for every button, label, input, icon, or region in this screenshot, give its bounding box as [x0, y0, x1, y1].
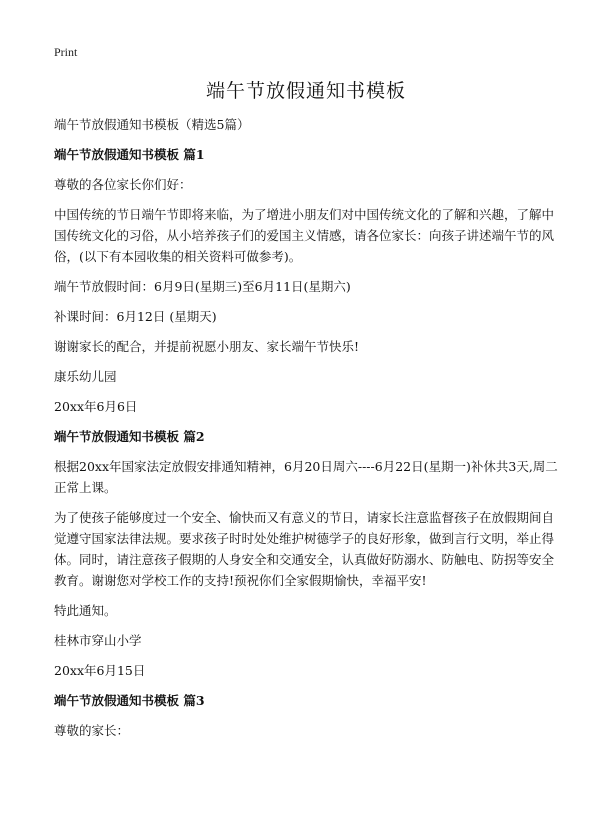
- document-subtitle: 端午节放假通知书模板（精选5篇）: [54, 117, 250, 132]
- section-1-heading: 端午节放假通知书模板 篇1: [54, 147, 205, 162]
- section-3-greeting: 尊敬的家长：: [54, 723, 130, 738]
- section-1-body: 中国传统的节日端午节即将来临，为了增进小朋友们对中国传统文化的了解和兴趣，了解中国传统文化的习俗，从小培养孩子们的爱国主义情感，请各位家长：向孩子讲述端午节的风俗，(以下有本园收集的相关资料可做参考)。: [54, 207, 555, 264]
- section-2-date: 20xx年6月15日: [54, 663, 146, 678]
- section-1-thanks: 谢谢家长的配合，并提前祝愿小朋友、家长端午节快乐!: [54, 339, 360, 354]
- section-1-makeup-class: 补课时间：6月12日 (星期天): [54, 309, 217, 324]
- section-2-schedule: 根据20xx年国家法定放假安排通知精神，6月20日周六----6月22日(星期一)补休共3天,周二正常上课。: [54, 459, 558, 495]
- section-3-heading: 端午节放假通知书模板 篇3: [54, 693, 205, 708]
- print-label: Print: [54, 45, 78, 59]
- section-2-notice: 特此通知。: [54, 603, 117, 618]
- section-2-body: 为了使孩子能够度过一个安全、愉快而又有意义的节日，请家长注意监督孩子在放假期间自觉遵守国家法律法规。要求孩子时时处处维护树德学子的良好形象，做到言行文明，举止得体。同时，请注意孩子假期的人身安全和交通安全，认真做好防溺水、防触电、防拐等安全教育。谢谢您对学校工作的支持!预祝你们全家假期愉快，幸福平安!: [54, 510, 555, 588]
- section-1-date: 20xx年6月6日: [54, 399, 138, 414]
- section-2-signature: 桂林市穿山小学: [54, 633, 142, 648]
- section-1-signature: 康乐幼儿园: [54, 369, 117, 384]
- document-title: 端午节放假通知书模板: [205, 80, 406, 102]
- section-1-holiday-dates: 端午节放假时间：6月9日(星期三)至6月11日(星期六): [54, 279, 351, 294]
- section-2-heading: 端午节放假通知书模板 篇2: [54, 429, 205, 444]
- section-1-greeting: 尊敬的各位家长你们好：: [54, 177, 192, 192]
